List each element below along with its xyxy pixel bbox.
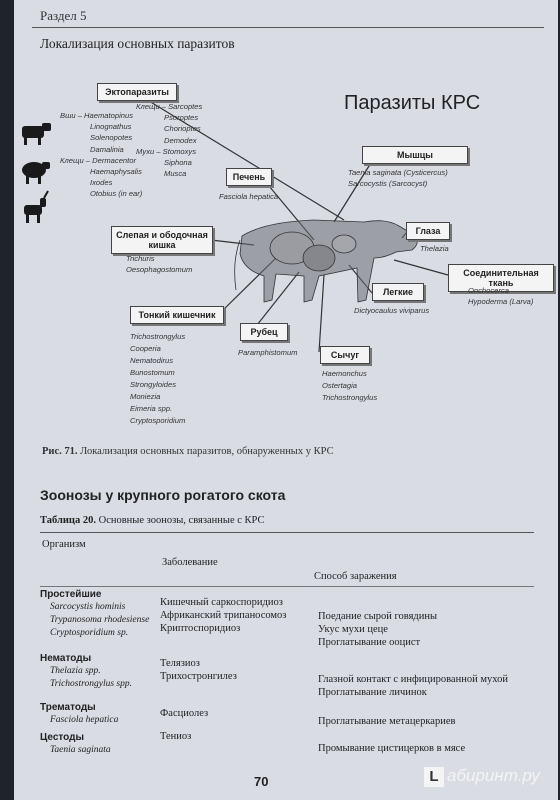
small-intestine-list: Trichostrongylus Cooperia Nematodirus Bunostomum Strongyloides Moniezia Eimeria spp. Cryptosporidium bbox=[130, 332, 186, 425]
organism-column: Простейшие Sarcocystis hominis Trypanosoma rhodesiense Cryptosporidium sp. Нематоды Thelazia spp. Trichostrongylus spp. Трематоды Fasciola hepatica Цестоды Taenia saginata bbox=[40, 589, 150, 755]
label-cecum-colon: Слепая и ободочная кишка bbox=[111, 226, 213, 254]
page-number: 70 bbox=[254, 774, 269, 789]
label-rumen: Рубец bbox=[240, 323, 288, 341]
label-abomasum: Сычуг bbox=[320, 346, 370, 364]
figure-caption: Рис. 71. Локализация основных паразитов, обнаруженных у КРС bbox=[42, 446, 334, 457]
col-header-route: Способ заражения bbox=[314, 571, 397, 582]
book-page bbox=[14, 0, 558, 800]
animal-icons bbox=[18, 120, 56, 230]
labirint-logo-icon: L bbox=[424, 767, 444, 787]
muscles-list: Taenia saginata (Cysticercus) Sarcocystis (Sarcocyst) bbox=[348, 168, 448, 189]
col-header-disease: Заболевание bbox=[162, 557, 218, 568]
figure-section-title: Локализация основных паразитов bbox=[40, 36, 235, 51]
goat-icon bbox=[24, 191, 48, 223]
label-ectoparasites: Эктопаразиты bbox=[97, 83, 177, 101]
table-top-rule bbox=[40, 532, 534, 533]
ecto-left-list: Вши – Haematopinus Linognathus Solenopotes Damalinia Клещи – Dermacentor Haemaphysalis Ixodes Otobius (in ear) bbox=[60, 111, 143, 199]
lungs-list: Dictyocaulus viviparus bbox=[354, 306, 430, 315]
label-small-intestine: Тонкий кишечник bbox=[130, 306, 224, 324]
col-header-organism: Организм bbox=[42, 539, 86, 550]
watermark-logo: L абиринт.ру bbox=[424, 766, 540, 787]
connective-list: Onchocerca Hypoderma (Larva) bbox=[468, 286, 534, 307]
zoonoses-title: Зоонозы у крупного рогатого скота bbox=[40, 487, 286, 503]
diagram-lines bbox=[14, 0, 558, 440]
rumen-list: Paramphistomum bbox=[238, 348, 298, 357]
route-column: Поедание сырой говядины Укус мухи цеце Проглатывание ооцист Глазной контакт с инфицированной мухой Проглатывание личинок Проглатывание метацеркариев Промывание цистицерков в мясе bbox=[318, 611, 508, 754]
label-connective-tissue: Соединительная ткань bbox=[448, 264, 554, 292]
sheep-icon bbox=[22, 162, 50, 184]
abomasum-list: Haemonchus Ostertagia Trichostrongylus bbox=[322, 369, 378, 402]
disease-column: Кишечный саркоспоридиоз Африканский трипаносомоз Криптоспоридиоз Телязиоз Трихостронгилез Фасциолез Тениоз bbox=[160, 597, 287, 742]
diagram-title: Паразиты КРС bbox=[344, 92, 481, 114]
liver-list: Fasciola hepatica bbox=[219, 192, 279, 201]
table-caption: Таблица 20. Основные зоонозы, связанные с КРС bbox=[40, 515, 265, 526]
ecto-right-list: Клещи – Sarcoptes Psoroptes Chorioptes Demodex Мухи – Stomoxys Siphona Musca bbox=[136, 102, 203, 179]
section-header: Раздел 5 bbox=[40, 8, 87, 23]
label-lungs: Легкие bbox=[372, 283, 424, 301]
cow-icon bbox=[22, 123, 51, 145]
eyes-list: Thelazia bbox=[420, 244, 449, 253]
table-header-rule bbox=[40, 586, 534, 587]
label-eyes: Глаза bbox=[406, 222, 450, 240]
label-muscles: Мышцы bbox=[362, 146, 468, 164]
cecum-list: Trichuris Oesophagostomum bbox=[126, 254, 193, 275]
label-liver: Печень bbox=[226, 168, 272, 186]
